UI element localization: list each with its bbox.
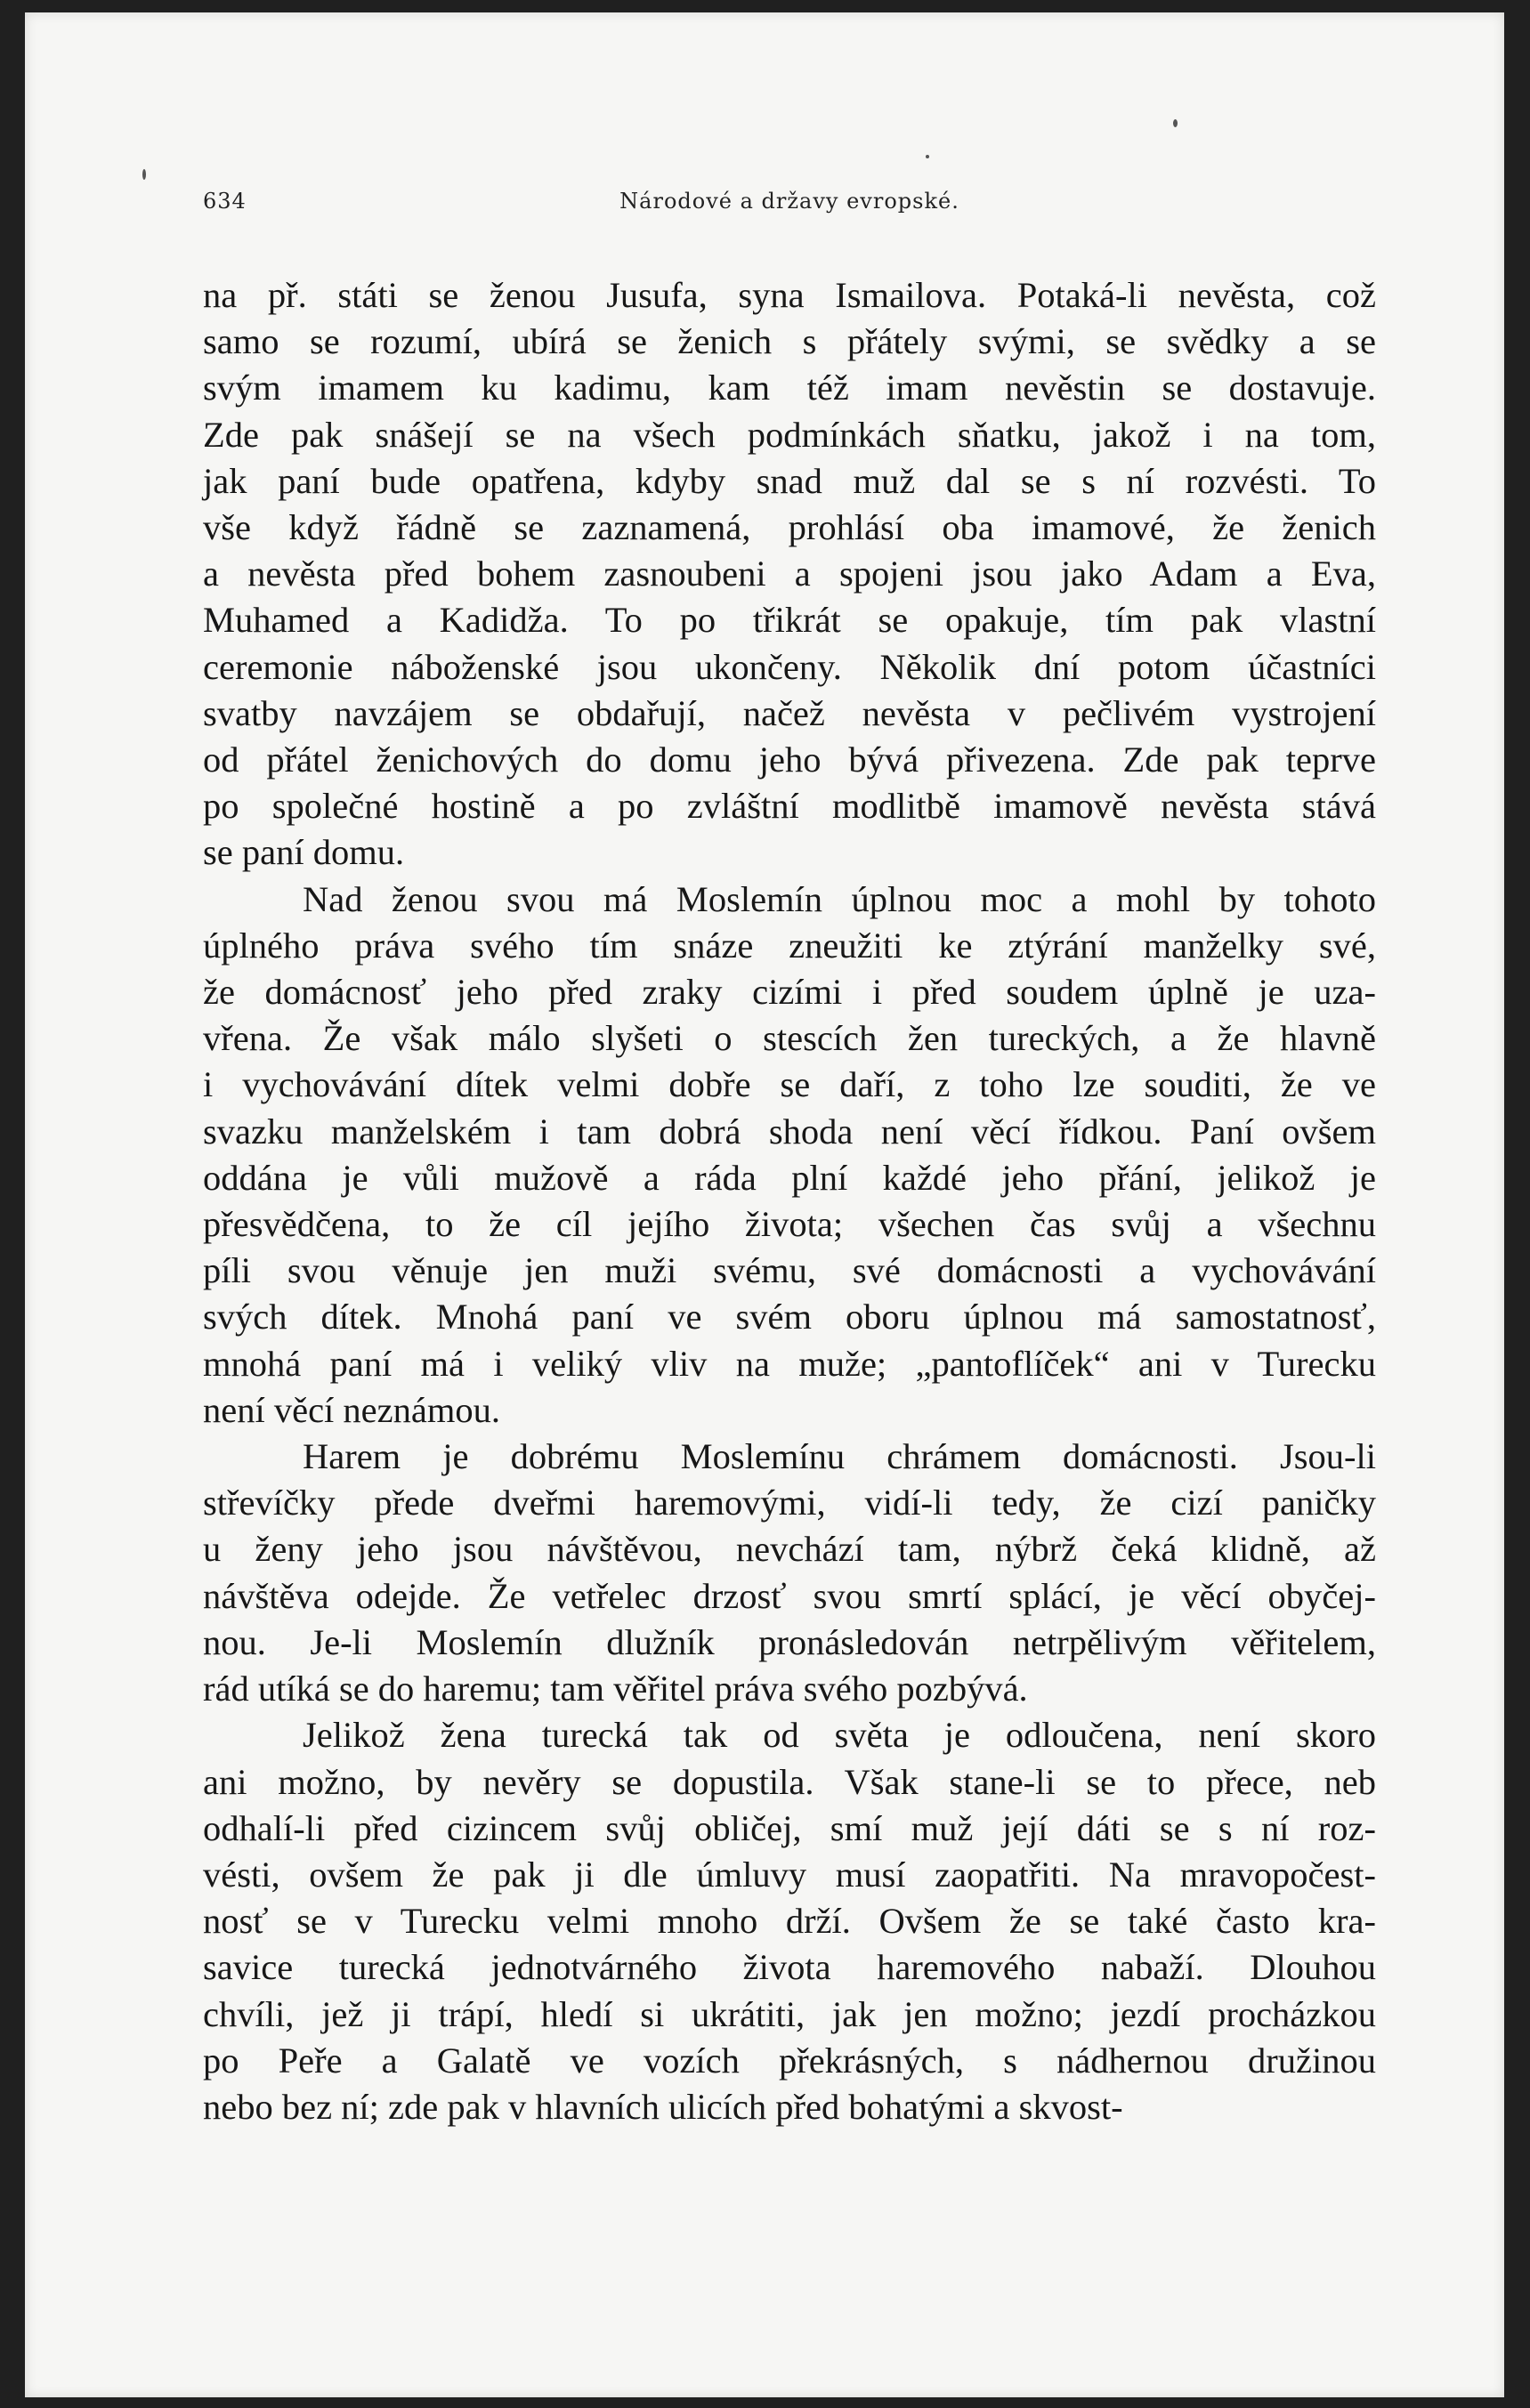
text-line: svých dítek. Mnohá paní ve svém oboru úplnou má samostatnosť, xyxy=(203,1297,1376,1337)
text-line: Nad ženou svou má Moslemín úplnou moc a mohl by tohoto xyxy=(303,878,1376,919)
text-line: vésti, ovšem že pak ji dle úmluvy musí zaopatřiti. Na mravopočest- xyxy=(203,1854,1376,1895)
paragraph xyxy=(203,877,1376,1434)
text-line: oddána je vůli mužově a ráda plní každé jeho přání, jelikož je xyxy=(203,1157,1376,1198)
body-text xyxy=(203,272,1376,2130)
text-line: ani možno, by nevěry se dopustila. Však stane-li se to přece, neb xyxy=(203,1761,1376,1802)
print-speck xyxy=(142,169,146,180)
text-line: na př. státi se ženou Jusufa, syna Ismailova. Potaká-li nevěsta, což xyxy=(203,275,1376,315)
text-line: ceremonie náboženské jsou ukončeny. Několik dní potom účastníci xyxy=(203,646,1376,687)
paragraph xyxy=(203,1434,1376,1712)
text-line: vše když řádně se zaznamená, prohlásí oba imamové, že ženich xyxy=(203,507,1376,548)
text-line: od přátel ženichových do domu jeho bývá přivezena. Zde pak teprve xyxy=(203,739,1376,780)
text-line: Muhamed a Kadidža. To po třikrát se opakuje, tím pak vlastní xyxy=(203,600,1376,641)
text-line: a nevěsta před bohem zasnoubeni a spojeni jsou jako Adam a Eva, xyxy=(203,554,1376,594)
text-line: Zde pak snášejí se na všech podmínkách sňatku, jakož i na tom, xyxy=(203,414,1376,455)
running-title: Národové a državy evropské. xyxy=(619,189,959,214)
page-number: 634 xyxy=(203,189,247,214)
text-line: nosť se v Turecku velmi mnoho drží. Ovšem že se také často kra- xyxy=(203,1901,1376,1942)
text-line: se paní domu. xyxy=(203,832,405,873)
text-line: střevíčky přede dveřmi haremovými, vidí-li tedy, že cizí paničky xyxy=(203,1483,1376,1523)
text-line: chvíli, jež ji trápí, hledí si ukrátiti, jak jen možno; jezdí procházkou xyxy=(203,1993,1376,2034)
text-line: nou. Je-li Moslemín dlužník pronásledován netrpělivým věřitelem, xyxy=(203,1621,1376,1662)
text-line: jak paní bude opatřena, kdyby snad muž dal se s ní rozvésti. To xyxy=(203,460,1376,501)
text-line: samo se rozumí, ubírá se ženich s přátely svými, se svědky a se xyxy=(203,321,1376,362)
text-line: píli svou věnuje jen muži svému, své domácnosti a vychovávání xyxy=(203,1250,1376,1291)
print-speck xyxy=(1173,119,1178,127)
print-speck xyxy=(926,155,929,158)
text-line: po Peře a Galatě ve vozích překrásných, s nádhernou družinou xyxy=(203,2040,1376,2081)
text-line: přesvědčena, to že cíl jejího života; všechen čas svůj a všechnu xyxy=(203,1204,1376,1245)
text-line: savice turecká jednotvárného života haremového nabaží. Dlouhou xyxy=(203,1947,1376,1988)
text-line: mnohá paní má i veliký vliv na muže; „pantoflíček“ ani v Turecku xyxy=(203,1343,1376,1384)
text-line: nebo bez ní; zde pak v hlavních ulicích před bohatými a skvost- xyxy=(203,2086,1123,2127)
text-line: svým imamem ku kadimu, kam též imam nevěstin se dostavuje. xyxy=(203,368,1376,408)
paragraph xyxy=(203,272,1376,877)
text-line: u ženy jeho jsou návštěvou, nevchází tam, nýbrž čeká klidně, až xyxy=(203,1529,1376,1570)
text-line: vřena. Že však málo slyšeti o stescích žen tureckých, a že hlavně xyxy=(203,1018,1376,1059)
text-line: Jelikož žena turecká tak od světa je odloučena, není skoro xyxy=(303,1715,1376,1756)
text-line: návštěva odejde. Že vetřelec drzosť svou smrtí splácí, je věcí obyčej- xyxy=(203,1575,1376,1616)
paragraph xyxy=(203,1712,1376,2130)
text-line: svatby navzájem se obdařují, načež nevěsta v pečlivém vystrojení xyxy=(203,692,1376,733)
text-line: rád utíká se do haremu; tam věřitel práva svého pozbývá. xyxy=(203,1669,1028,1709)
text-line: že domácnosť jeho před zraky cizími i před soudem úplně je uza- xyxy=(203,972,1376,1013)
text-line: svazku manželském i tam dobrá shoda není věcí řídkou. Paní ovšem xyxy=(203,1111,1376,1151)
page-header xyxy=(203,189,1376,224)
text-line: i vychovávání dítek velmi dobře se daří, z toho lze souditi, že ve xyxy=(203,1064,1376,1105)
text-line: úplného práva svého tím snáze zneužiti ke ztýrání manželky své, xyxy=(203,925,1376,966)
text-line: Harem je dobrému Moslemínu chrámem domácnosti. Jsou-li xyxy=(303,1436,1376,1477)
text-line: po společné hostině a po zvláštní modlitbě imamově nevěsta stává xyxy=(203,786,1376,827)
text-line: odhalí-li před cizincem svůj obličej, smí muž její dáti se s ní roz- xyxy=(203,1807,1376,1848)
text-line: není věcí neznámou. xyxy=(203,1389,500,1430)
